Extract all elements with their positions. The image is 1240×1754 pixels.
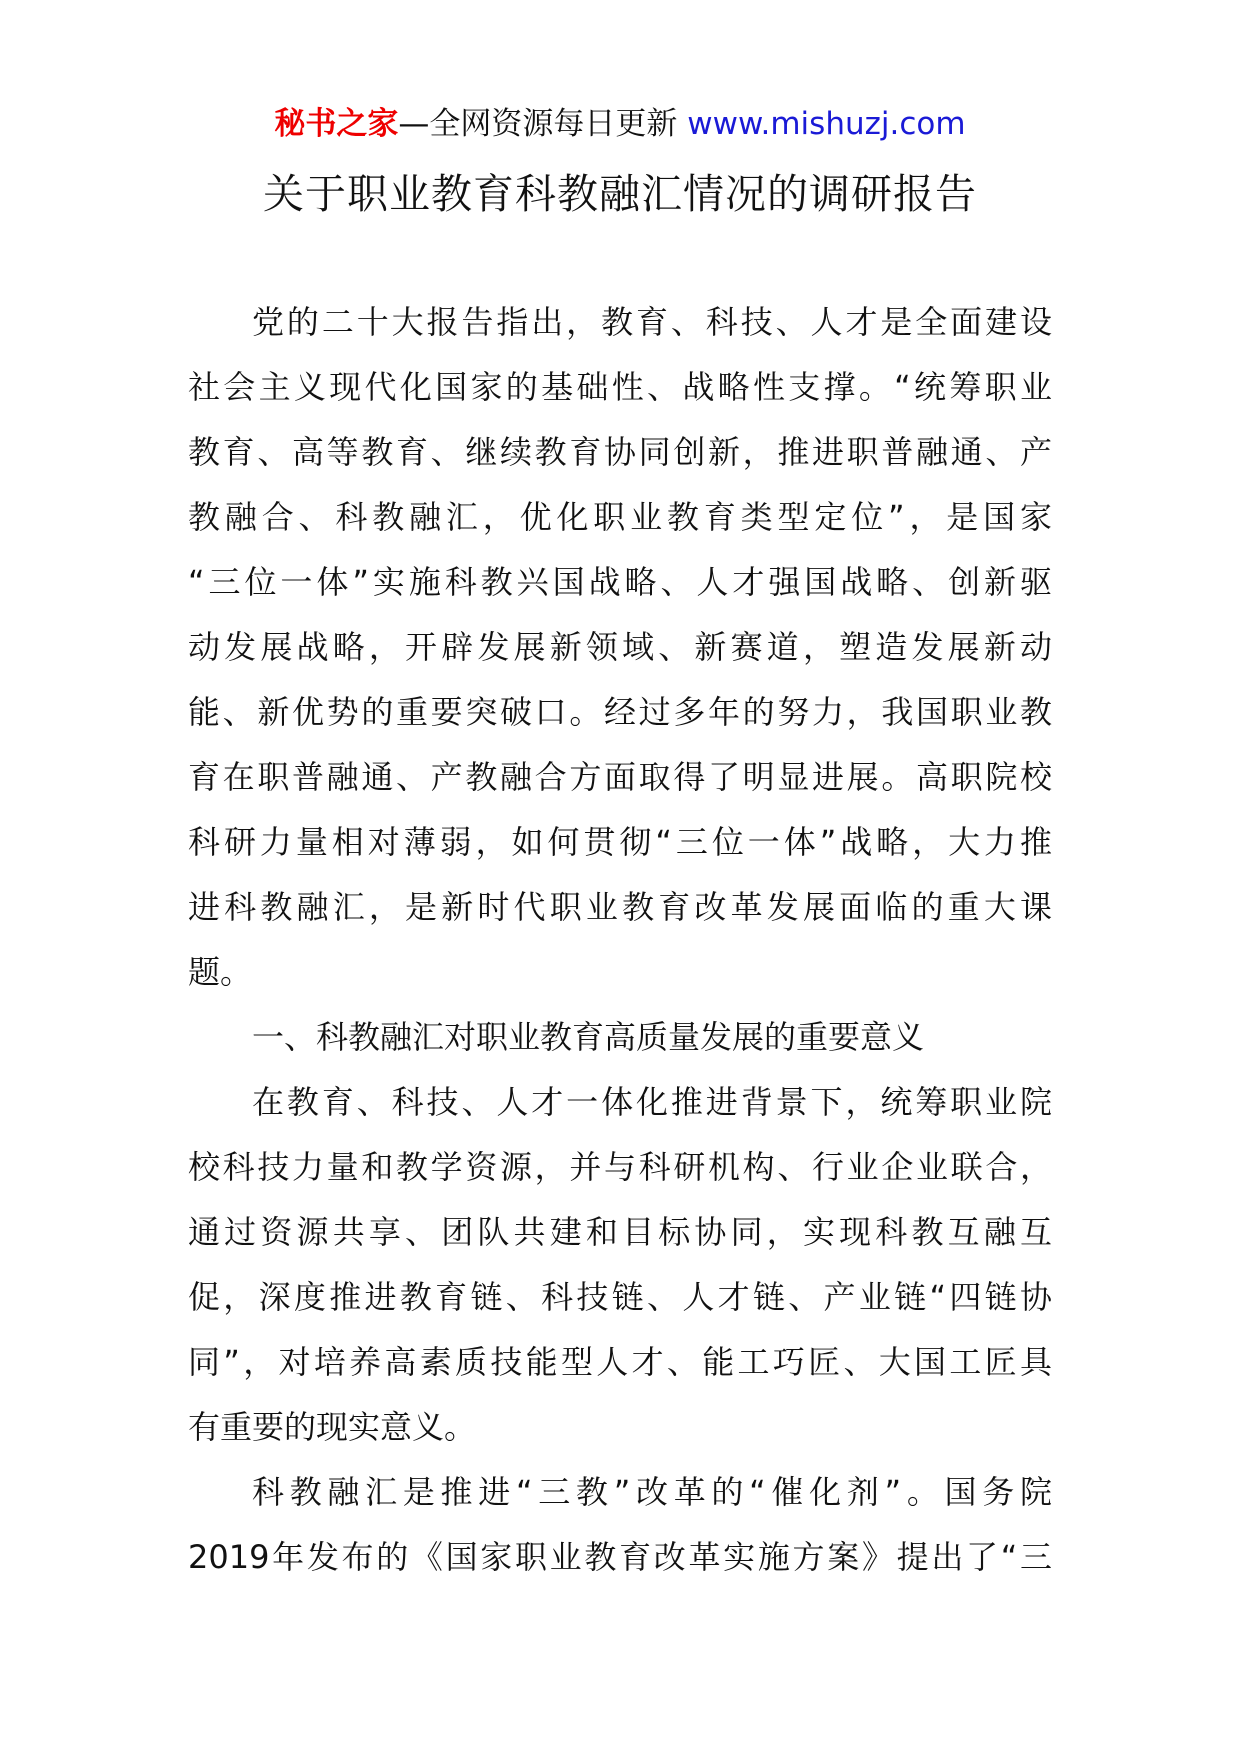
body-line: 促，深度推进教育链、科技链、人才链、产业链“四链协: [188, 1278, 1052, 1316]
body-line: 校科技力量和教学资源，并与科研机构、行业企业联合，: [188, 1148, 1052, 1186]
body-line: “三位一体”实施科教兴国战略、人才强国战略、创新驱: [188, 563, 1052, 601]
body-line: 通过资源共享、团队共建和目标协同，实现科教互融互: [188, 1213, 1052, 1251]
body-line: 同”，对培养高素质技能型人才、能工巧匠、大国工匠具: [188, 1343, 1052, 1381]
site-url-link[interactable]: www.mishuzj.com: [687, 106, 966, 142]
body-line: 教融合、科教融汇，优化职业教育类型定位”，是国家: [188, 498, 1052, 536]
body-line: 科教融汇是推进“三教”改革的“催化剂”。国务院: [252, 1473, 1052, 1511]
body-line: 育在职普融通、产教融合方面取得了明显进展。高职院校: [188, 758, 1052, 796]
body-line: 社会主义现代化国家的基础性、战略性支撑。“统筹职业: [188, 368, 1052, 406]
document-title: 关于职业教育科教融汇情况的调研报告: [263, 170, 977, 218]
section-heading: 一、科教融汇对职业教育高质量发展的重要意义: [252, 1018, 925, 1056]
site-header: [0, 100, 1240, 148]
body-line: 教育、高等教育、继续教育协同创新，推进职普融通、产: [188, 433, 1052, 471]
body-line: 2019年发布的《国家职业教育改革实施方案》提出了“三: [188, 1538, 1052, 1576]
body-line: 有重要的现实意义。: [188, 1408, 477, 1446]
document-body: [188, 290, 1052, 1590]
body-line: 能、新优势的重要突破口。经过多年的努力，我国职业教: [188, 693, 1052, 731]
body-line: 题。: [188, 953, 253, 991]
body-line: 党的二十大报告指出，教育、科技、人才是全面建设: [252, 303, 1052, 341]
body-line: 在教育、科技、人才一体化推进背景下，统筹职业院: [252, 1083, 1052, 1121]
body-line: 进科教融汇，是新时代职业教育改革发展面临的重大课: [188, 888, 1052, 926]
body-line: 动发展战略，开辟发展新领域、新赛道，塑造发展新动: [188, 628, 1052, 666]
brand-name: 秘书之家: [274, 106, 399, 142]
header-slogan: —全网资源每日更新: [398, 106, 678, 142]
body-line: 科研力量相对薄弱，如何贯彻“三位一体”战略，大力推: [188, 823, 1052, 861]
